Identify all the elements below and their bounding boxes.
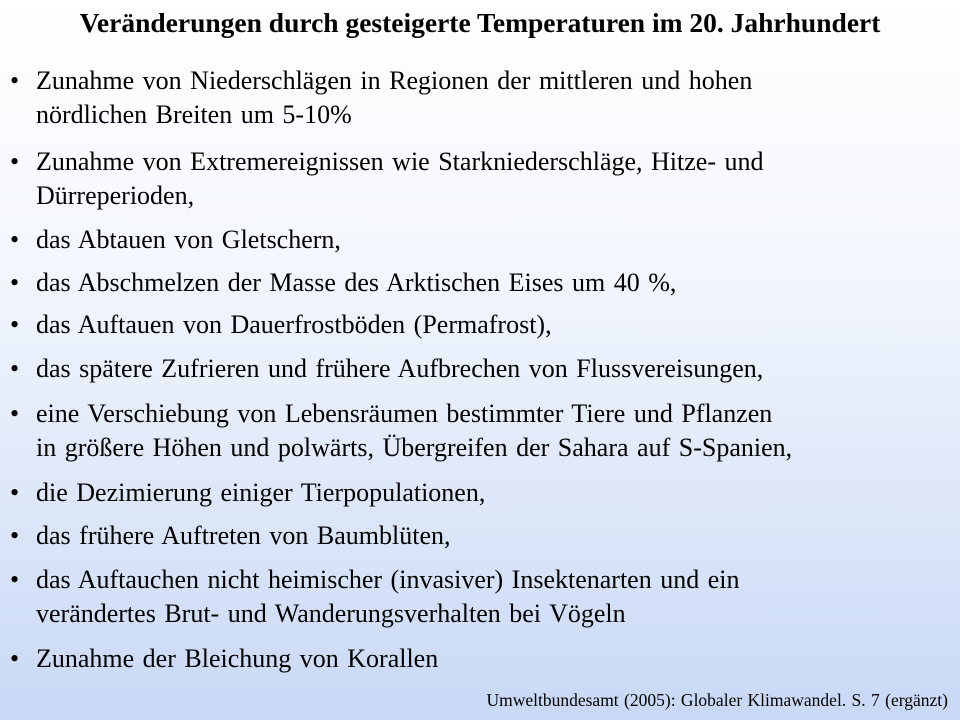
bullet-text: Zunahme von Niederschlägen in Regionen der mittleren und hohen nördlichen Breiten um 5-10% bbox=[36, 66, 753, 129]
bullet-dot-icon: • bbox=[10, 399, 20, 428]
bullet-text: das Auftauen von Dauerfrostböden (Permafrost), bbox=[36, 310, 552, 339]
bullet-item bbox=[0, 476, 940, 510]
bullet-dot-icon: • bbox=[10, 147, 20, 176]
bullet-item bbox=[0, 145, 940, 213]
bullet-text: die Dezimierung einiger Tierpopulationen, bbox=[36, 478, 486, 507]
bullet-text: das spätere Zufrieren und frühere Aufbrechen von Flussvereisungen, bbox=[36, 354, 764, 383]
bullet-text: das frühere Auftreten von Baumblüten, bbox=[36, 521, 451, 550]
bullet-dot-icon: • bbox=[10, 268, 20, 297]
bullet-dot-icon: • bbox=[10, 310, 20, 339]
bullet-item bbox=[0, 563, 940, 631]
bullet-text: eine Verschiebung von Lebensräumen bestimmter Tiere und Pflanzen in größere Höhen und polwärts, Übergreifen der Sahara auf S-Spanien, bbox=[36, 399, 793, 462]
bullet-dot-icon: • bbox=[10, 66, 20, 95]
bullet-text: das Abtauen von Gletschern, bbox=[36, 225, 341, 254]
bullet-item bbox=[0, 397, 940, 465]
bullet-text: das Abschmelzen der Masse des Arktischen Eises um 40 %, bbox=[36, 268, 677, 297]
bullet-text: das Auftauchen nicht heimischer (invasiver) Insektenarten und ein verändertes Brut- und Wanderungsverhalten bei Vögeln bbox=[36, 565, 740, 628]
bullet-item bbox=[0, 519, 940, 553]
bullet-item bbox=[0, 223, 940, 257]
bullet-item bbox=[0, 308, 940, 342]
bullet-text: Zunahme der Bleichung von Korallen bbox=[36, 644, 439, 673]
source-citation: Umweltbundesamt (2005): Globaler Klimawandel. S. 7 (ergänzt) bbox=[486, 690, 948, 710]
bullet-dot-icon: • bbox=[10, 565, 20, 594]
bullet-item bbox=[0, 64, 940, 132]
bullet-dot-icon: • bbox=[10, 644, 20, 673]
bullet-dot-icon: • bbox=[10, 521, 20, 550]
bullet-item bbox=[0, 266, 940, 300]
bullet-dot-icon: • bbox=[10, 478, 20, 507]
bullet-item bbox=[0, 642, 940, 676]
bullet-dot-icon: • bbox=[10, 354, 20, 383]
slide-title: Veränderungen durch gesteigerte Temperaturen im 20. Jahrhundert bbox=[79, 7, 881, 38]
bullet-item bbox=[0, 352, 940, 386]
bullet-dot-icon: • bbox=[10, 225, 20, 254]
bullet-text: Zunahme von Extremereignissen wie Starkniederschläge, Hitze- und Dürreperioden, bbox=[36, 147, 764, 210]
